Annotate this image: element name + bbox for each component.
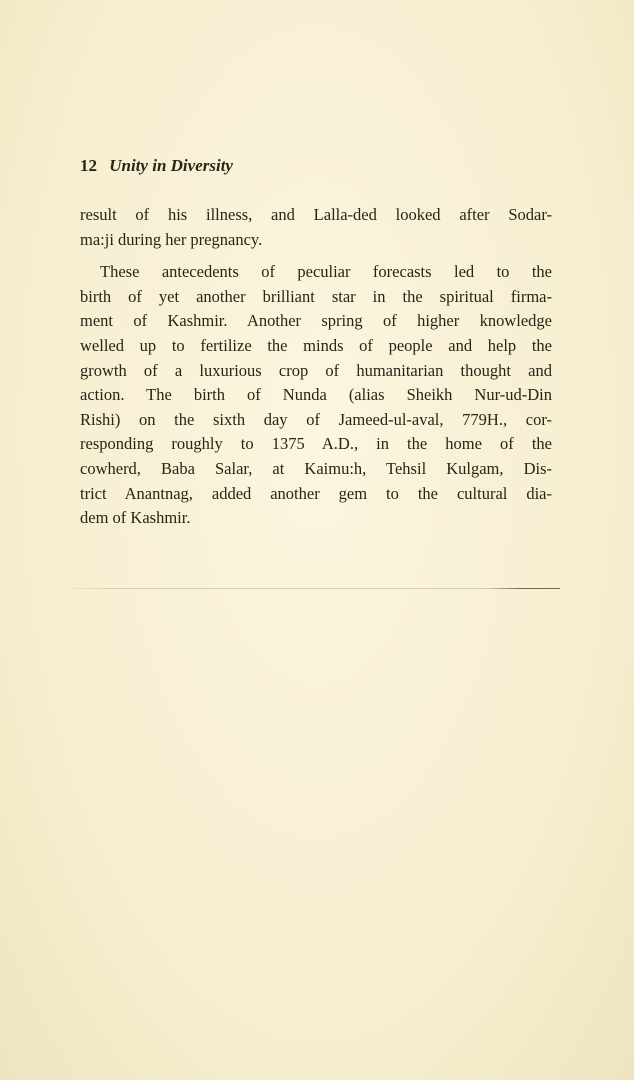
text-line: growth of a luxurious crop of humanitarian thought and [80,360,552,380]
paragraph-1 [80,203,552,252]
text-line: trict Anantnag, added another gem to the cultural dia- [80,483,552,503]
text-line: dem of Kashmir. [80,508,191,528]
running-head [80,155,233,177]
page-number: 12 [80,156,97,175]
text-line: responding roughly to 1375 A.D., in the home of the [80,434,552,454]
text-line: Rishi) on the sixth day of Jameed-ul-aval, 779H., cor- [80,409,552,429]
text-line: action. The birth of Nunda (alias Sheikh Nur-ud-Din [80,385,552,405]
paragraph-2 [80,260,552,531]
text-line: ment of Kashmir. Another spring of higher knowledge [80,311,552,331]
text-line: result of his illness, and Lalla-ded looked after Sodar- [80,205,552,224]
book-title: Unity in Diversity [109,156,233,175]
text-line: These antecedents of peculiar forecasts led to the [100,262,552,282]
text-line: cowherd, Baba Salar, at Kaimu:h, Tehsil Kulgam, Dis- [80,458,552,478]
text-line: ma:ji during her pregnancy. [80,229,263,249]
body-text [80,203,552,531]
text-line: birth of yet another brilliant star in the spiritual firma- [80,286,552,306]
page-divider [60,588,560,589]
text-line: welled up to fertilize the minds of people and help the [80,335,552,355]
